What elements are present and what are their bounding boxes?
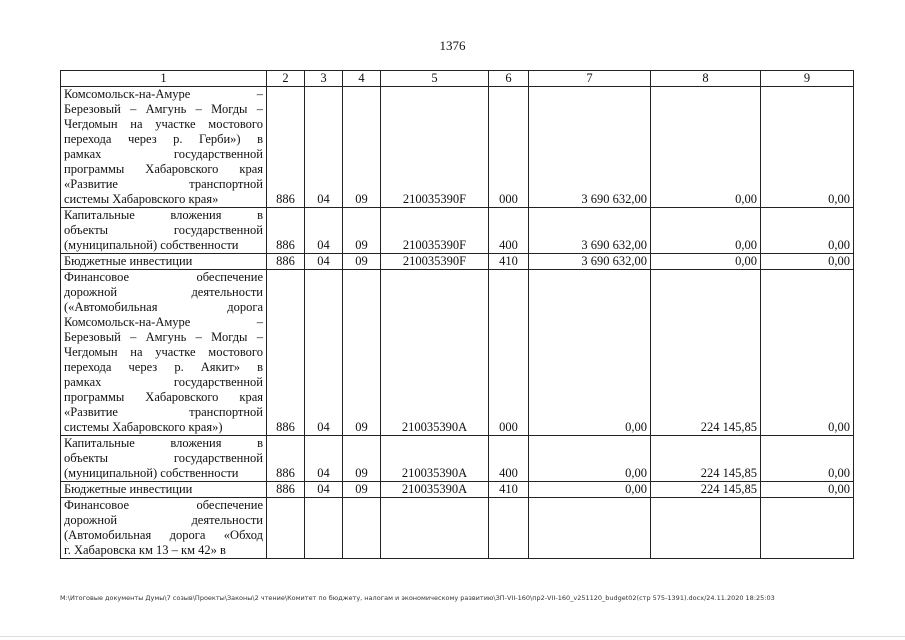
cell-c5: 210035390F xyxy=(381,254,489,270)
cell-c3: 04 xyxy=(305,436,343,482)
cell-c3: 04 xyxy=(305,482,343,498)
description-line: рамках государственной xyxy=(64,147,263,161)
description-line: дорожной деятельности xyxy=(64,513,263,527)
description-line: («Автомобильная дорога xyxy=(64,300,263,314)
description-line: (муниципальной) собственности xyxy=(64,238,239,252)
cell-c3: 04 xyxy=(305,270,343,436)
description-line: г. Хабаровска км 13 – км 42» в xyxy=(64,543,226,557)
cell-c4: 09 xyxy=(343,436,381,482)
cell-c4: 09 xyxy=(343,87,381,208)
cell-c3: 04 xyxy=(305,87,343,208)
row-description xyxy=(61,436,267,482)
cell-c2: 886 xyxy=(267,482,305,498)
description-line: системы Хабаровского края») xyxy=(64,420,223,434)
budget-table xyxy=(60,70,854,559)
description-line: рамках государственной xyxy=(64,375,263,389)
cell-c4: 09 xyxy=(343,254,381,270)
cell-c9 xyxy=(761,498,854,559)
cell-c8: 224 145,85 xyxy=(651,270,761,436)
description-line: перехода через р. Герби») в xyxy=(64,132,263,146)
cell-c6: 000 xyxy=(489,270,529,436)
cell-c7: 3 690 632,00 xyxy=(529,87,651,208)
row-description xyxy=(61,254,267,270)
cell-c9: 0,00 xyxy=(761,270,854,436)
cell-c7: 3 690 632,00 xyxy=(529,254,651,270)
table-row xyxy=(61,436,854,482)
description-line: «Развитие транспортной xyxy=(64,177,263,191)
col-header-1: 1 xyxy=(61,71,267,87)
description-line: Бюджетные инвестиции xyxy=(64,254,193,268)
cell-c3 xyxy=(305,498,343,559)
cell-c2: 886 xyxy=(267,87,305,208)
description-line: Финансовое обеспечение xyxy=(64,498,263,512)
description-line: перехода через р. Аякит» в xyxy=(64,360,263,374)
cell-c9: 0,00 xyxy=(761,482,854,498)
cell-c7: 0,00 xyxy=(529,270,651,436)
description-line: системы Хабаровского края» xyxy=(64,192,219,206)
cell-c3: 04 xyxy=(305,254,343,270)
col-header-8: 8 xyxy=(651,71,761,87)
cell-c8: 224 145,85 xyxy=(651,482,761,498)
cell-c8: 0,00 xyxy=(651,208,761,254)
col-header-4: 4 xyxy=(343,71,381,87)
cell-c5: 210035390А xyxy=(381,482,489,498)
cell-c9: 0,00 xyxy=(761,436,854,482)
description-line: программы Хабаровского края xyxy=(64,390,263,404)
cell-c8: 224 145,85 xyxy=(651,436,761,482)
row-description xyxy=(61,482,267,498)
bottom-rule xyxy=(0,636,905,637)
cell-c9: 0,00 xyxy=(761,87,854,208)
cell-c9: 0,00 xyxy=(761,208,854,254)
cell-c5: 210035390А xyxy=(381,436,489,482)
table-row xyxy=(61,87,854,208)
description-line: дорожной деятельности xyxy=(64,285,263,299)
cell-c6: 410 xyxy=(489,254,529,270)
table-row xyxy=(61,208,854,254)
table-row xyxy=(61,498,854,559)
table-body xyxy=(61,87,854,559)
description-line: Березовый – Амгунь – Могды – xyxy=(64,330,263,344)
col-header-3: 3 xyxy=(305,71,343,87)
cell-c6: 410 xyxy=(489,482,529,498)
description-line: «Развитие транспортной xyxy=(64,405,263,419)
header-row xyxy=(61,71,854,87)
row-description xyxy=(61,498,267,559)
page-number: 1376 xyxy=(439,38,466,53)
col-header-6: 6 xyxy=(489,71,529,87)
cell-c6: 400 xyxy=(489,208,529,254)
cell-c6: 400 xyxy=(489,436,529,482)
description-line: Комсомольск-на-Амуре – xyxy=(64,315,263,329)
description-line: (муниципальной) собственности xyxy=(64,466,239,480)
cell-c4 xyxy=(343,498,381,559)
description-line: объекты государственной xyxy=(64,451,263,465)
file-path-footer: M:\Итоговые документы Думы\7 созыв\Проекты\Законы\2 чтение\Комитет по бюджету, налогам и экономическому развитию\ЗП-VII-160\пр2-VII-160_v251120_budget02(стр 575-1391).docx/24.11.2020 18:25:03 xyxy=(60,594,775,602)
description-line: программы Хабаровского края xyxy=(64,162,263,176)
row-description xyxy=(61,87,267,208)
cell-c5: 210035390F xyxy=(381,87,489,208)
cell-c7: 0,00 xyxy=(529,482,651,498)
cell-c2: 886 xyxy=(267,436,305,482)
cell-c8: 0,00 xyxy=(651,254,761,270)
cell-c8: 0,00 xyxy=(651,87,761,208)
col-header-2: 2 xyxy=(267,71,305,87)
cell-c6: 000 xyxy=(489,87,529,208)
col-header-7: 7 xyxy=(529,71,651,87)
cell-c2: 886 xyxy=(267,254,305,270)
cell-c4: 09 xyxy=(343,208,381,254)
cell-c4: 09 xyxy=(343,270,381,436)
cell-c3: 04 xyxy=(305,208,343,254)
cell-c5: 210035390F xyxy=(381,208,489,254)
description-line: Финансовое обеспечение xyxy=(64,270,263,284)
cell-c7: 0,00 xyxy=(529,436,651,482)
cell-c2 xyxy=(267,498,305,559)
cell-c6 xyxy=(489,498,529,559)
description-line: Березовый – Амгунь – Могды – xyxy=(64,102,263,116)
description-line: (Автомобильная дорога «Обход xyxy=(64,528,263,542)
description-line: Капитальные вложения в xyxy=(64,208,263,222)
cell-c7: 3 690 632,00 xyxy=(529,208,651,254)
cell-c2: 886 xyxy=(267,270,305,436)
row-description xyxy=(61,208,267,254)
cell-c4: 09 xyxy=(343,482,381,498)
description-line: Бюджетные инвестиции xyxy=(64,482,193,496)
description-line: Комсомольск-на-Амуре – xyxy=(64,87,263,101)
cell-c7 xyxy=(529,498,651,559)
col-header-9: 9 xyxy=(761,71,854,87)
row-description xyxy=(61,270,267,436)
description-line: объекты государственной xyxy=(64,223,263,237)
description-line: Чегдомын на участке мостового xyxy=(64,345,263,359)
cell-c8 xyxy=(651,498,761,559)
col-header-5: 5 xyxy=(381,71,489,87)
description-line: Чегдомын на участке мостового xyxy=(64,117,263,131)
cell-c2: 886 xyxy=(267,208,305,254)
cell-c5: 210035390А xyxy=(381,270,489,436)
cell-c9: 0,00 xyxy=(761,254,854,270)
cell-c5 xyxy=(381,498,489,559)
table-row xyxy=(61,270,854,436)
table-row xyxy=(61,254,854,270)
description-line: Капитальные вложения в xyxy=(64,436,263,450)
table-row xyxy=(61,482,854,498)
